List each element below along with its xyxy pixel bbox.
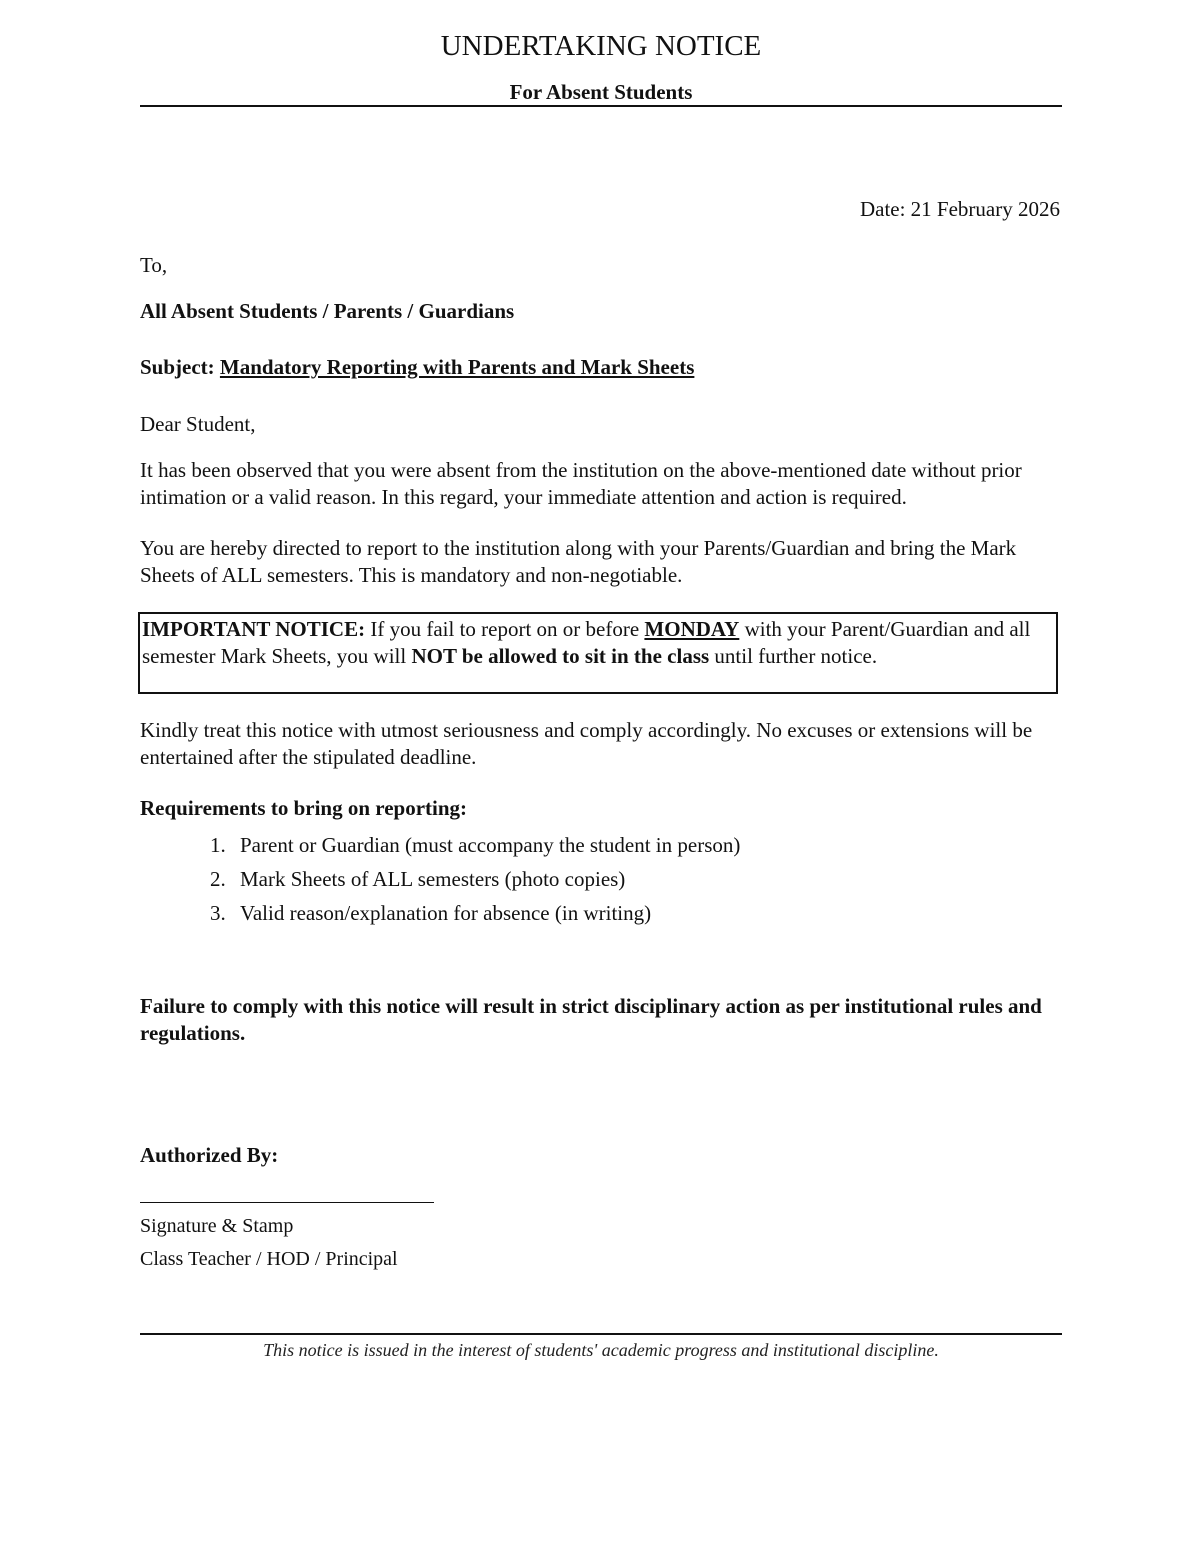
document-title: UNDERTAKING NOTICE	[440, 30, 762, 62]
important-notice-label: IMPORTANT NOTICE:	[142, 617, 366, 641]
paragraph-observation: It has been observed that you were absent from the institution on the above-mentioned date without prior intimation or a valid reason. In this regard, your immediate attention and action is required.	[140, 458, 1022, 509]
list-item-number: 1.	[210, 833, 226, 857]
signature-label: Signature & Stamp	[140, 1215, 294, 1237]
signatory-roles: Class Teacher / HOD / Principal	[140, 1248, 398, 1270]
greeting: Dear Student,	[140, 412, 256, 436]
notice-date: Date: 21 February 2026	[859, 197, 1060, 221]
subject-text: Mandatory Reporting with Parents and Mark Sheets	[219, 355, 695, 379]
important-notice-day: MONDAY	[644, 617, 740, 641]
authorized-by-heading: Authorized By:	[140, 1143, 279, 1167]
list-item-text: Valid reason/explanation for absence (in writing)	[240, 901, 652, 925]
list-item	[210, 832, 740, 866]
footer-divider	[140, 1333, 1062, 1335]
document-subtitle: For Absent Students	[509, 80, 693, 104]
requirements-list	[210, 832, 740, 934]
important-notice-text-2: with your Parent/Guardian and all semester Mark Sheets, you will	[142, 617, 1031, 668]
list-item-text: Parent or Guardian (must accompany the student in person)	[240, 833, 741, 857]
important-notice-text-1: If you fail to report on or before	[365, 617, 645, 641]
header-divider	[140, 105, 1062, 107]
notice-page	[140, 0, 1062, 1553]
closing-paragraph: Kindly treat this notice with utmost seriousness and comply accordingly. No excuses or extensions will be entertained after the stipulated deadline.	[140, 718, 1033, 769]
footer-note: This notice is issued in the interest of students' academic progress and institutional discipline.	[263, 1340, 939, 1360]
important-notice-text-3: until further notice.	[709, 644, 878, 668]
list-item	[210, 900, 740, 934]
list-item-number: 2.	[210, 867, 226, 891]
list-item-text: Mark Sheets of ALL semesters (photo copies)	[240, 867, 626, 891]
warning-text: Failure to comply with this notice will result in strict disciplinary action as per institutional rules and regulations.	[140, 994, 1042, 1045]
requirements-heading: Requirements to bring on reporting:	[140, 796, 468, 820]
important-notice-emphasis: NOT be allowed to sit in the class	[411, 644, 710, 668]
subject-line	[140, 354, 1062, 381]
list-item	[210, 866, 740, 900]
signature-line	[140, 1202, 434, 1203]
important-notice-box	[138, 612, 1058, 694]
salutation-to: To,	[140, 253, 168, 277]
paragraph-directive: You are hereby directed to report to the institution along with your Parents/Guardian and bring the Mark Sheets of ALL semesters. This is mandatory and non-negotiable.	[140, 536, 1017, 587]
subject-label: Subject:	[140, 355, 215, 379]
list-item-number: 3.	[210, 901, 226, 925]
recipients: All Absent Students / Parents / Guardians	[140, 299, 515, 323]
